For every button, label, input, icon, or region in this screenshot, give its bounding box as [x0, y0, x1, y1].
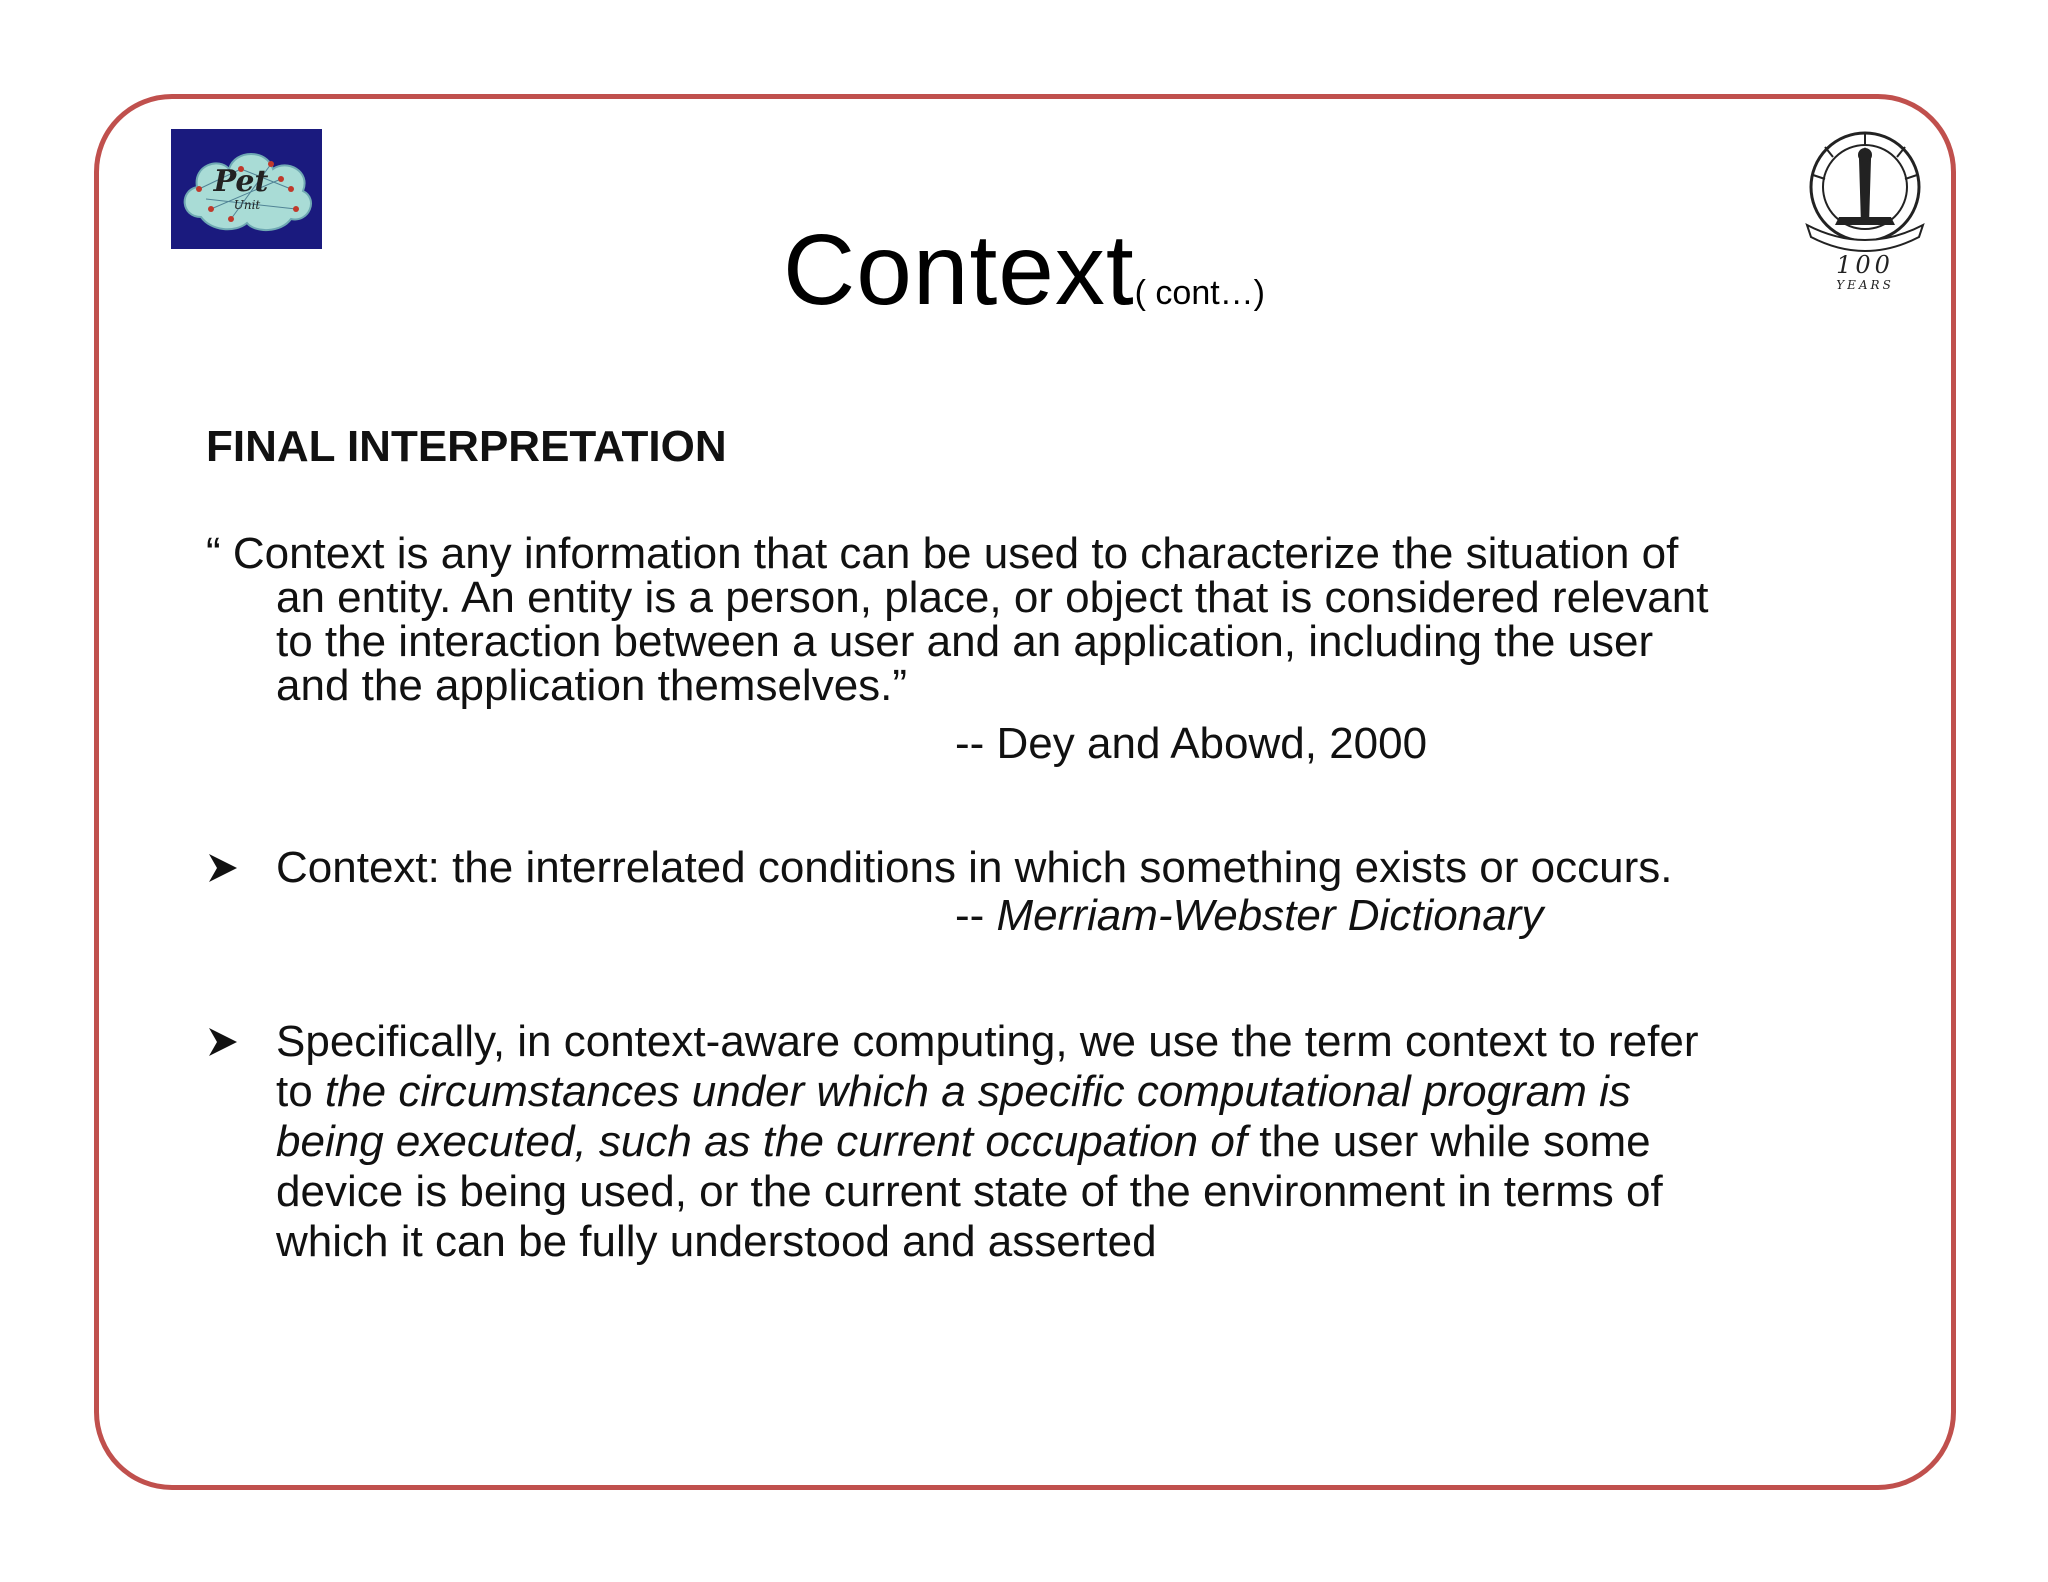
quote-line: “ Context is any information that can be used to characterize the situation of [206, 529, 1679, 578]
arrowhead-bullet-icon [206, 843, 246, 893]
bullet-item [206, 843, 1886, 893]
bullet-text: Context: the interrelated conditions in which something exists or occurs. [276, 843, 1673, 892]
attribution-prefix: -- [955, 891, 997, 940]
bullet-text-line: Specifically, in context-aware computing, we use the term context to refer [276, 1017, 1699, 1066]
dictionary-attribution [955, 890, 1543, 942]
arrowhead-bullet-icon [206, 1017, 246, 1067]
bullet-text-plain: to [276, 1067, 325, 1116]
section-heading: FINAL INTERPRETATION [206, 422, 727, 471]
bullet-text-line: device is being used, or the current state of the environment in terms of [276, 1167, 1663, 1216]
title-main: Context [783, 214, 1135, 326]
bullet-item [206, 1017, 1886, 1267]
title-sub: ( cont…) [1134, 274, 1265, 312]
bullet-text-plain: the user while some [1247, 1117, 1651, 1166]
bullet-text-italic: the circumstances under which a specific computational program is [324, 1067, 1631, 1116]
definition-quote [206, 529, 1866, 710]
bullet-text-line: which it can be fully understood and asserted [276, 1217, 1157, 1266]
slide-title [0, 210, 2048, 353]
bullet-text-line [276, 1117, 1886, 1167]
bullet-text-italic: being executed, such as the current occupation of [276, 1117, 1248, 1166]
bullet-text-line [276, 1067, 1886, 1117]
pet-logo-text: Pet [213, 164, 269, 199]
quote-line: to the interaction between a user and an application, including the user [276, 617, 1654, 666]
quote-attribution: -- Dey and Abowd, 2000 [955, 719, 1428, 768]
pet-logo-subtext: Unit [233, 198, 261, 212]
quote-line: and the application themselves.” [276, 661, 908, 710]
attribution-source: Merriam-Webster Dictionary [996, 891, 1544, 940]
quote-line: an entity. An entity is a person, place, or object that is considered relevant [276, 573, 1709, 622]
iisc-logo-subtext: YEARS [1836, 278, 1894, 292]
iisc-logo-text: 100 [1836, 251, 1894, 279]
